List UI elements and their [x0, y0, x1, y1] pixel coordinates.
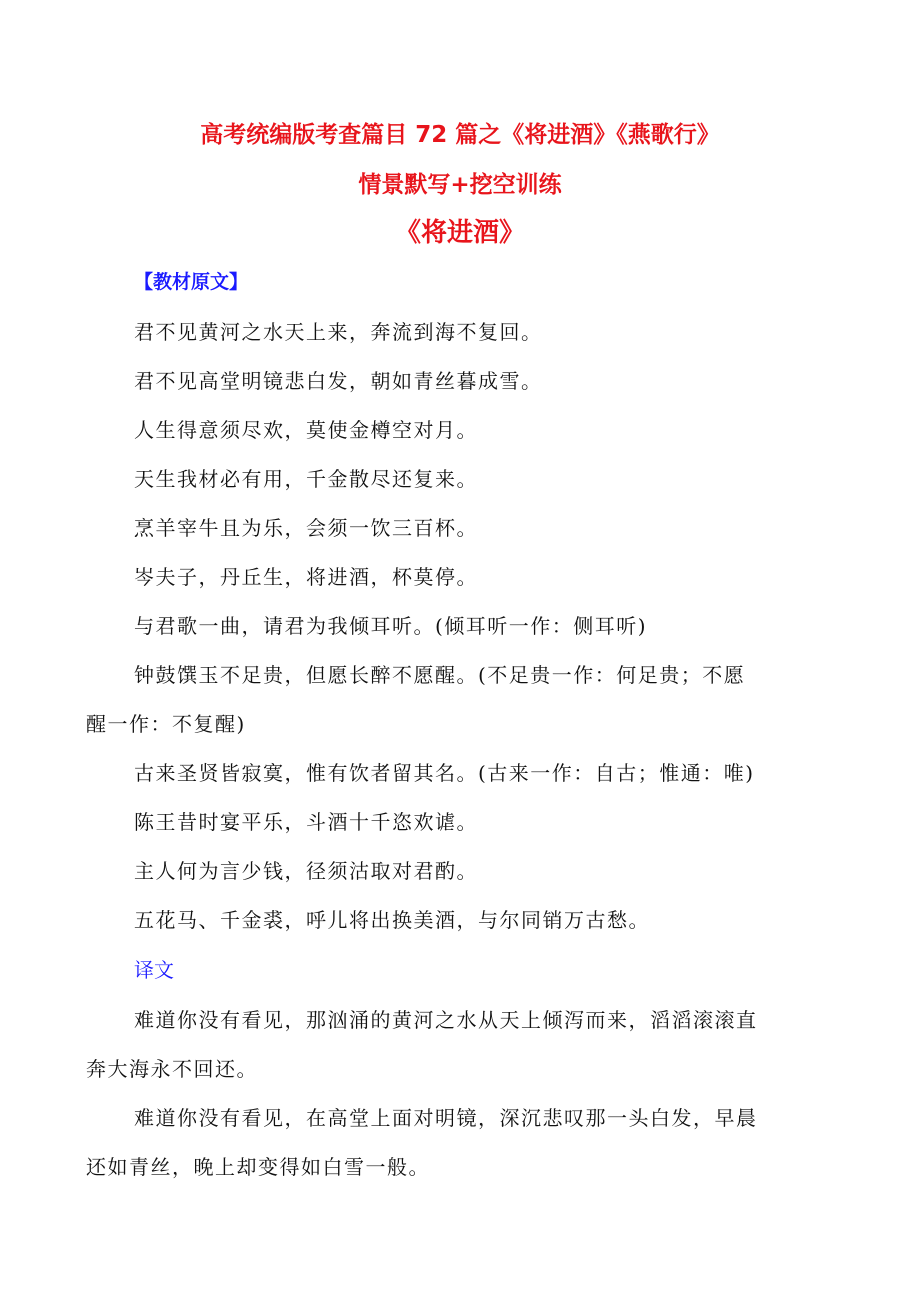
poem-line-continuation: 醒一作：不复醒) [86, 712, 246, 736]
translation-line: 难道你没有看见，那汹涌的黄河之水从天上倾泻而来，滔滔滚滚直 [134, 1008, 758, 1032]
poem-line: 钟鼓馔玉不足贵，但愿长醉不愿醒。(不足贵一作：何足贵；不愿 [134, 663, 746, 687]
poem-line: 与君歌一曲，请君为我倾耳听。(倾耳听一作：侧耳听) [134, 614, 648, 638]
poem-line: 君不见黄河之水天上来，奔流到海不复回。 [134, 320, 543, 344]
poem-line: 岑夫子，丹丘生，将进酒，杯莫停。 [134, 565, 478, 589]
poem-line: 古来圣贤皆寂寞，惟有饮者留其名。(古来一作：自古；惟通：唯) [134, 761, 755, 785]
poem-line: 主人何为言少钱，径须沽取对君酌。 [134, 859, 478, 883]
translation-line-continuation: 还如青丝，晚上却变得如白雪一般。 [86, 1155, 430, 1179]
poem-line: 君不见高堂明镜悲白发，朝如青丝暮成雪。 [134, 369, 543, 393]
poem-line: 人生得意须尽欢，莫使金樽空对月。 [134, 418, 478, 442]
poem-line: 陈王昔时宴平乐，斗酒十千恣欢谑。 [134, 810, 478, 834]
translation-line-continuation: 奔大海永不回还。 [86, 1057, 258, 1081]
section-heading-translation: 译文 [134, 958, 174, 982]
doc-title-line-1: 高考统编版考查篇目 72 篇之《将进酒》《燕歌行》 [200, 122, 720, 148]
poem-line: 烹羊宰牛且为乐，会须一饮三百杯。 [134, 516, 478, 540]
translation-line: 难道你没有看见，在高堂上面对明镜，深沉悲叹那一头白发，早晨 [134, 1106, 758, 1130]
doc-title-line-2: 情景默写+挖空训练 [358, 172, 562, 198]
poem-line: 五花马、千金裘，呼儿将出换美酒，与尔同销万古愁。 [134, 908, 650, 932]
poem-line: 天生我材必有用，千金散尽还复来。 [134, 467, 478, 491]
poem-title: 《将进酒》 [394, 218, 525, 248]
section-heading-original: 【教材原文】 [134, 271, 249, 293]
